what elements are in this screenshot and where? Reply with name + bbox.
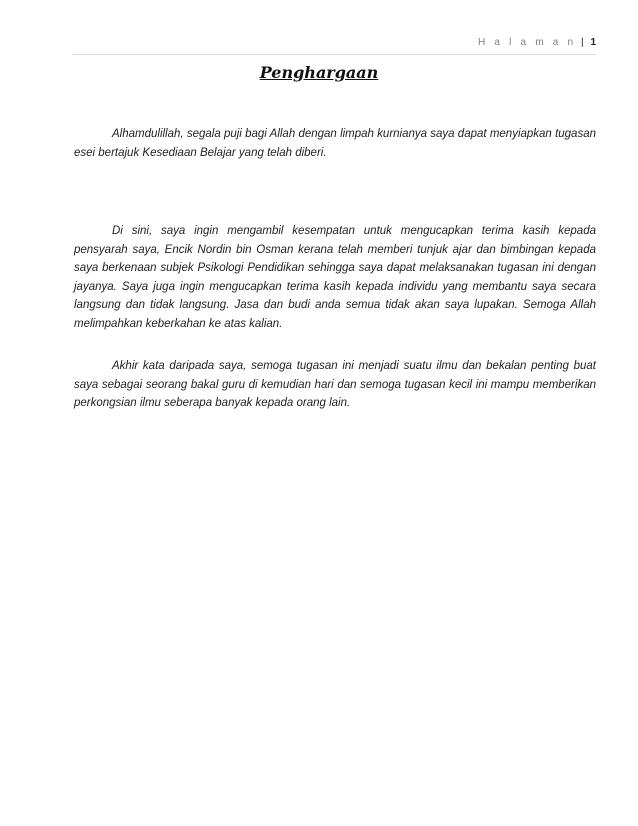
page-header bbox=[72, 36, 596, 55]
page-label: H a l a m a n bbox=[477, 37, 577, 48]
page-number: 1 bbox=[590, 37, 596, 48]
page-separator: | bbox=[581, 37, 584, 48]
paragraph-thanks: Di sini, saya ingin mengambil kesempatan untuk mengucapkan terima kasih kepada pensyarah saya, Encik Nordin bin Osman kerana telah memberi tunjuk ajar dan bimbingan kepada saya berkenaan subjek Psikologi Pendidikan sehingga saya dapat melaksanakan tugasan ini dengan jayanya. Saya juga ingin mengucapkan terima kasih kepada individu yang membantu saya secara langsung dan tidak langsung. Jasa dan budi anda semua tidak akan saya lupakan. Semoga Allah melimpahkan keberkahan ke atas kalian. bbox=[74, 225, 596, 330]
paragraph-intro: Alhamdulillah, segala puji bagi Allah dengan limpah kurnianya saya dapat menyiapkan tugasan esei bertajuk Kesediaan Belajar yang telah diberi. bbox=[74, 128, 596, 159]
paragraph-closing: Akhir kata daripada saya, semoga tugasan ini menjadi suatu ilmu dan bekalan penting buat saya sebagai seorang bakal guru di kemudian hari dan semoga tugasan kecil ini mampu memberikan perkongsian ilmu seberapa banyak kepada orang lain. bbox=[74, 360, 596, 409]
document-title: Penghargaan bbox=[259, 63, 379, 82]
